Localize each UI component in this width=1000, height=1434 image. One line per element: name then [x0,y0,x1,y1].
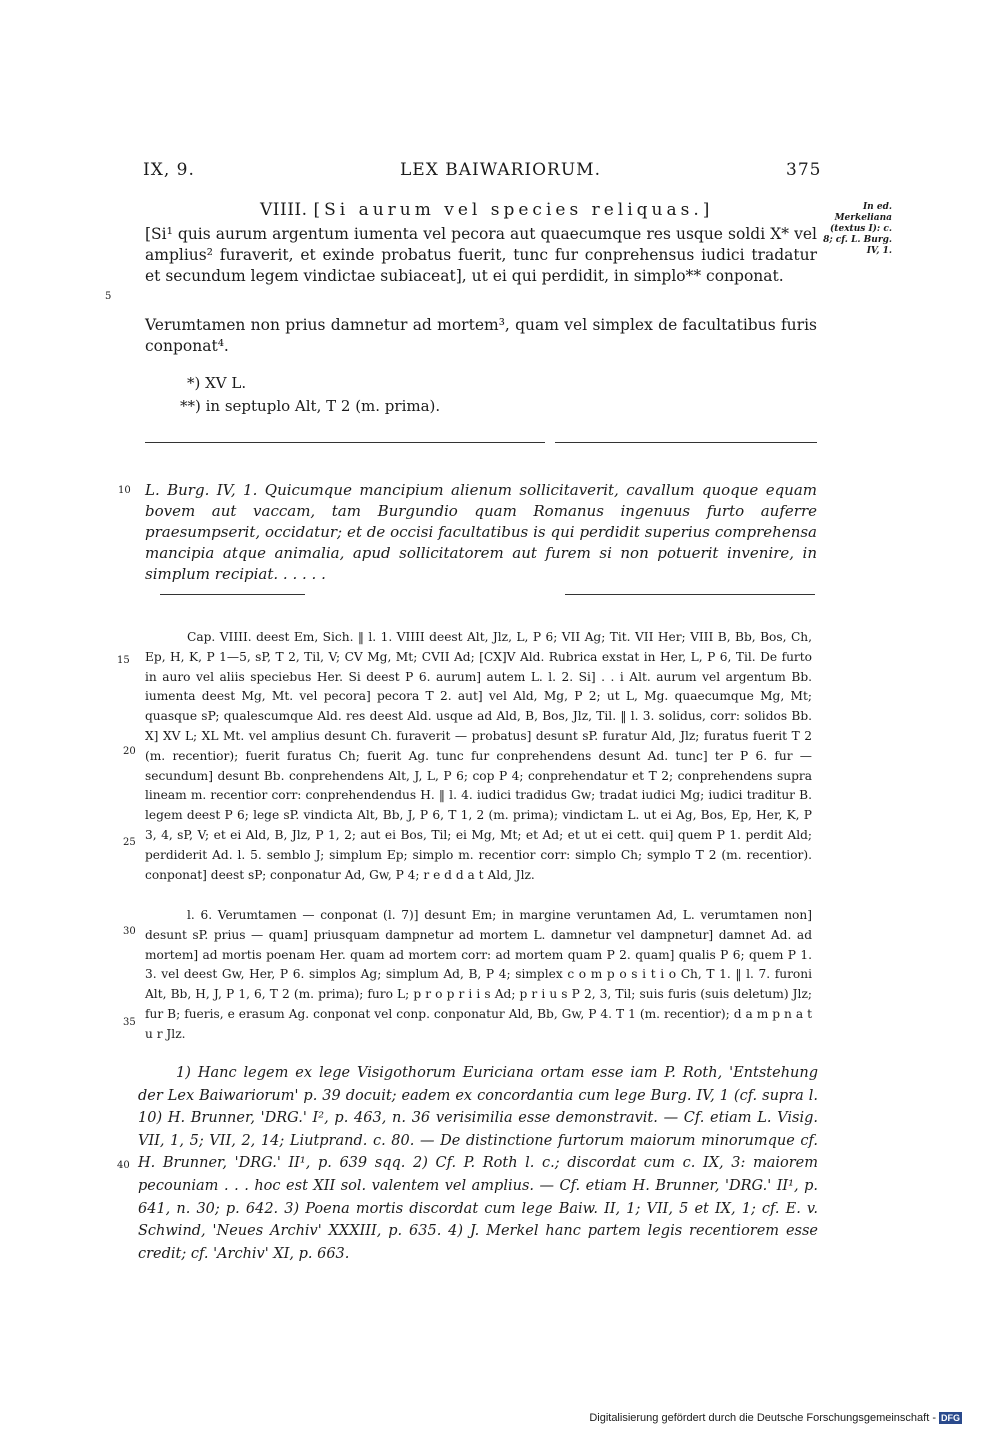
line-number: 15 [117,655,130,666]
separator-rule [145,442,305,443]
law-paragraph-2: Verumtamen non prius damnetur ad mortem³, quam vel simplex de facultatibus furis conponat⁴. [145,316,817,355]
page-number: 375 [786,160,822,180]
apparatus-block-1: Cap. VIIII. deest Em, Sich. ‖ l. 1. VIIII deest Alt, Jlz, L, P 6; VII Ag; Tit. VII Her; VIII B, Bb, Bos, Ch, Ep, H, K, P 1—5, sP, T 2, Til, V; CV Mg, Mt; CVII Ad; [CX]V Ald. Rubrica exstat in Her, L, P 6, Til. De furto in auro vel aliis speciebus Her. Si deest P 6. aurum] autem L. l. 2. Si] . . i Alt. aurum vel argentum Bb. iumenta deest Mg, Mt. vel pecora] pecora T 2. aut] vel Ald, Mg, P 2; ut L, Mg. quaecumque Mg, Mt; quasque sP; qualescumque Ald. res deest Ald. usque ad Ald, B, Bos, Jlz, Til. ‖ l. 3. solidus, corr: solidos Bb. X] XV L; XL Mt. vel amplius desunt Ch. furaverit — probatus] desunt sP. furatur Ald, Jlz; furatus fuerit T 2 (m. recentior); fuerit furatus Ch; fuerit Ag. tunc fur conprehendens desunt Ad. tunc] ter P 6. fur — secundum] desunt Bb. conprehendens Alt, J, L, P 6; cop P 4; conprehendatur et T 2; conprehendens supra lineam m. recentior corr: conprehendendus H. ‖ l. 4. iudici tradidus Gw; tradat iudici Mg; iudici traditur B. legem deest P 6; lege sP. vindicta Alt, Bb, J, P 6, T 1, 2 (m. prima); vindictam L. ut ei Ag, Bos, Ep, Her, K, P 3, 4, sP, V; et ei Ald, B, Jlz, P 1, 2; aut ei Bos, Til; ei Mg, Mt; et Ad; et ut ei cett. qui] quem P 1. perdit Ald; perdiderit Ad. l. 5. semblo J; simplum Ep; simplo m. recentior corr: simplo Ch; symplo T 2 (m. recentior). conponat] deest sP; conponatur Ad, Gw, P 4; r e d d a t Ald, Jlz. [145,630,812,882]
side-note: In ed. Merkeliana (textus I): c. 8; cf. L. Burg. IV, 1. [823,202,892,256]
chapter-title [260,200,713,220]
footer [589,1412,962,1424]
line-number: 5 [105,291,112,302]
variant-note-2: **) in septuplo Alt, T 2 (m. prima). [180,397,441,415]
line-number: 40 [117,1160,130,1171]
footnotes: 1) Hanc legem ex lege Visigothorum Euriciana ortam esse iam P. Roth, 'Entstehung der Lex Baiwariorum' p. 39 docuit; eadem ex concordantia cum lege Burg. IV, 1 (cf. supra l. 10) H. Brunner, 'DRG.' I², p. 463, n. 36 verisimilia esse demonstravit. — Cf. etiam L. Visig. VII, 1, 5; VII, 2, 14; Liutprand. c. 80. — De distinctione furtorum maiorum minorumque cf. H. Brunner, 'DRG.' II¹, p. 639 sqq. 2) Cf. P. Roth l. c.; discordat cum c. IX, 3: maiorem pecouniam . . . hoc est XII sol. valentem vel amplius. — Cf. etiam H. Brunner, 'DRG.' II¹, p. 641, n. 30; p. 642. 3) Poena mortis discordat cum lege Baiw. II, 1; VII, 5 et IX, 1; cf. E. v. Schwind, 'Neues Archiv' XXXIII, p. 635. 4) J. Merkel hanc partem legis recentiorem esse credit; cf. 'Archiv' XI, p. 663. [138,1065,818,1262]
dfg-logo: DFG [941,1413,960,1423]
chapter-number: VIIII. [260,200,308,220]
variant-note-1: *) XV L. [187,374,247,392]
line-number: 30 [123,926,136,937]
separator-rule [565,594,815,595]
line-number: 35 [123,1017,136,1028]
source-parallel-text: L. Burg. IV, 1. Quicumque mancipium alienum sollicitaverit, cavallum quoque equam bovem aut vaccam, tam Burgundio quam Romanus ingenuus furto auferre praesumpserit, occidatur; et de occisi facultatibus is qui perdidit superius comprehensa mancipia atque animalia, apud sollicitatorem aut furem si non potuerit invenire, in simplum recipiat. . . . . . [145,481,817,583]
law-paragraph-1: [Si¹ quis aurum argentum iumenta vel pecora aut quaecumque res usque soldi X* vel amplius² furaverit, et exinde probatus fuerit, tunc fur conprehensus iudici tradatur et secundum legem vindictae subiaceat], ut ei qui perdidit, in simplo** conponat. [145,225,817,285]
line-number: 20 [123,746,136,757]
chapter-rubric: [Si aurum vel species reliquas.] [313,200,714,220]
running-head-title: LEX BAIWARIORUM. [400,160,601,180]
separator-rule [160,594,305,595]
line-number: 25 [123,837,136,848]
running-head-chapter: IX, 9. [143,160,195,180]
footer-credit: Digitalisierung gefördert durch die Deutsche Forschungsgemeinschaft - [589,1412,936,1424]
separator-rule [305,442,545,443]
apparatus-block-2: l. 6. Verumtamen — conponat (l. 7)] desunt Em; in margine veruntamen Ad, L. verumtamen non] desunt sP. prius — quam] priusquam dampnetur ad mortem L. damnetur vel dampnetur] damnet Ad. ad mortem] ad mortis poenam Her. quam ad mortem corr: ad mortem quam P 2. quam] qualis P 6; quem P 1. 3. vel deest Gw, Her, P 6. simplos Ag; simplum Ad, B, P 4; simplex c o m p o s i t i o Ch, T 1. ‖ l. 7. furoni Alt, Bb, H, J, P 1, 6, T 2 (m. prima); furo L; p r o p r i i s Ad; p r i u s P 2, 3, Til; suis furis (suis deletum) Jlz; fur B; fueris, e erasum Ag. conponat vel conp. conponatur Ald, Bb, Gw, P 4. T 1 (m. recentior); d a m p n a t u r Jlz. [145,908,812,1041]
separator-rule [555,442,817,443]
line-number: 10 [118,485,131,496]
